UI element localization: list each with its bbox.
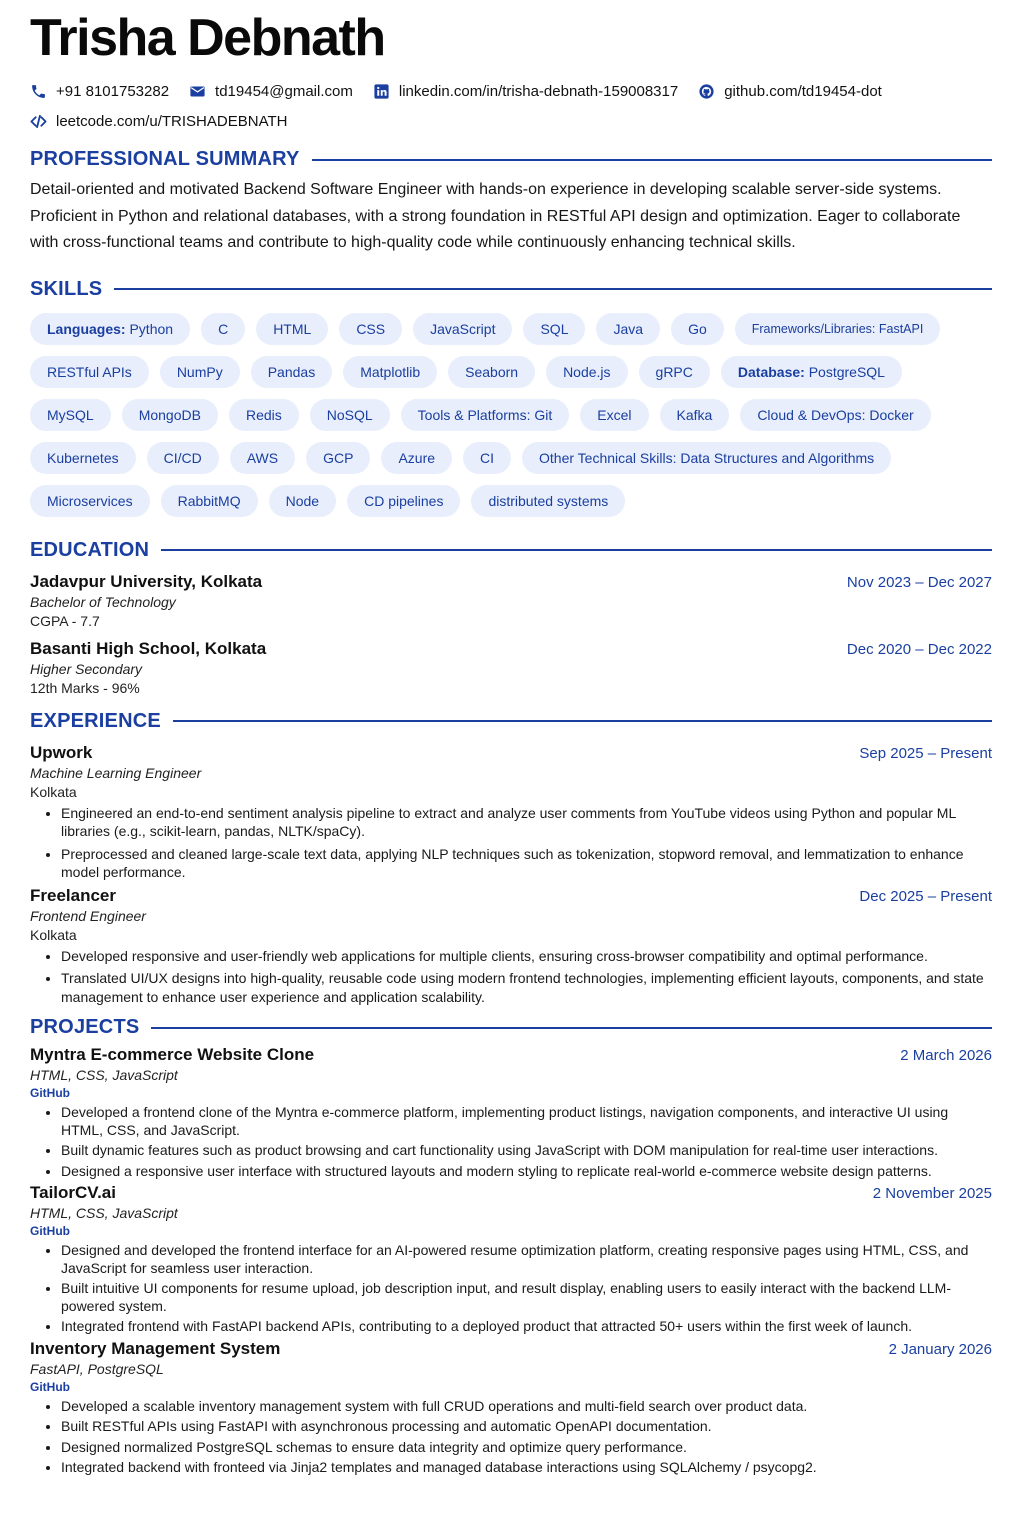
- skill-chip: [580, 399, 648, 431]
- skill-value: gRPC: [655, 363, 693, 380]
- skill-value: Tools & Platforms: Git: [417, 406, 553, 423]
- skill-value: Pandas: [267, 363, 316, 380]
- skills-list: [30, 313, 995, 528]
- contact-bar: [30, 76, 992, 106]
- skill-chip: [721, 356, 902, 388]
- skill-value: Go: [688, 320, 707, 337]
- github-link[interactable]: GitHub: [30, 1224, 70, 1238]
- experience-bullets: [30, 804, 992, 882]
- skill-value: CI/CD: [163, 449, 202, 466]
- project-date: 2 March 2026: [900, 1047, 992, 1064]
- skills-heading: SKILLS: [30, 277, 103, 300]
- job-location: Kolkata: [30, 783, 77, 800]
- project-bullets: [30, 1398, 992, 1477]
- experience-head: [30, 886, 992, 906]
- education-head: [30, 572, 992, 592]
- section-divider: [173, 720, 992, 722]
- summary-heading: PROFESSIONAL SUMMARY: [30, 148, 300, 170]
- skill-chip: [30, 356, 149, 388]
- project-bullets: [30, 1104, 992, 1180]
- skill-chip: [735, 313, 941, 345]
- skill-chip: [546, 356, 627, 388]
- company-name: Freelancer: [30, 885, 116, 905]
- education-entry: [30, 639, 992, 698]
- experience-heading: EXPERIENCE: [30, 709, 161, 732]
- skill-value: Frameworks/Libraries: FastAPI: [751, 321, 924, 336]
- skill-chip: [269, 485, 336, 517]
- skill-value: Other Technical Skills: Data Structures and Algorithms: [539, 449, 875, 466]
- degree: Higher Secondary: [30, 660, 143, 677]
- skills-heading-row: [30, 278, 992, 301]
- education-detail: 12th Marks - 96%: [30, 679, 140, 696]
- project-date: 2 January 2026: [888, 1340, 992, 1358]
- project-date: 2 November 2025: [872, 1185, 992, 1202]
- experience-head: [30, 743, 992, 763]
- github-url: github.com/td19454-dot: [724, 82, 882, 100]
- skill-value: NumPy: [176, 363, 223, 380]
- summary-heading-row: [30, 148, 992, 171]
- skill-chip: [660, 399, 730, 431]
- projects-heading-row: [30, 1016, 992, 1039]
- project-bullets: [30, 1242, 992, 1336]
- skill-chip: [522, 442, 891, 474]
- project-stack: FastAPI, PostgreSQL: [30, 1360, 164, 1377]
- project-entry: [30, 1045, 992, 1180]
- project-entry: [30, 1339, 992, 1477]
- skill-chip: [463, 442, 511, 474]
- skill-value: HTML: [273, 320, 312, 337]
- project-head: [30, 1045, 992, 1065]
- skill-chip: [229, 399, 299, 431]
- skill-value: PostgreSQL: [804, 363, 885, 380]
- section-divider: [161, 549, 992, 551]
- project-entry: [30, 1183, 992, 1336]
- mail-icon: [189, 83, 206, 100]
- linkedin-icon: [373, 83, 390, 100]
- skill-value: Kafka: [676, 406, 713, 423]
- company-name: Upwork: [30, 742, 93, 762]
- skill-value: Java: [613, 320, 644, 337]
- section-divider: [312, 159, 992, 161]
- skill-chip: [310, 399, 390, 431]
- list-item: • Designed and developed the frontend interface for an AI-powered resume optimization platform, creating responsive pages using HTML, CSS, and JavaScript for seamless user interaction.: [61, 1242, 992, 1277]
- skill-chip: [740, 399, 930, 431]
- skill-value: distributed systems: [488, 492, 609, 509]
- skill-value: Redis: [245, 406, 282, 423]
- education-head: [30, 639, 992, 659]
- github-link[interactable]: GitHub: [30, 1379, 70, 1394]
- skill-value: SQL: [540, 320, 569, 337]
- linkedin-url: linkedin.com/in/trisha-debnath-159008317: [398, 82, 679, 100]
- project-head: [30, 1183, 992, 1203]
- skill-chip: [160, 356, 240, 388]
- experience-dates: Sep 2025 – Present: [859, 744, 992, 762]
- list-item: • Preprocessed and cleaned large-scale text data, applying NLP techniques such as tokenization, stopword removal, and lemmatization to enhance model performance.: [61, 845, 992, 882]
- project-head: [30, 1339, 992, 1359]
- skill-value: Matplotlib: [360, 363, 421, 380]
- github-icon: [698, 83, 715, 100]
- skill-chip: [339, 313, 402, 345]
- experience-bullets: [30, 947, 992, 1007]
- projects-heading: PROJECTS: [30, 1016, 140, 1038]
- school-name: Jadavpur University, Kolkata: [30, 571, 263, 591]
- skill-value: CSS: [356, 320, 386, 337]
- list-item: • Integrated frontend with FastAPI backend APIs, contributing to a deployed product that attracted 50+ users within the first week of launch.: [61, 1318, 992, 1336]
- list-item: • Built intuitive UI components for resume upload, job description input, and result display, enabling users to easily interact with the backend LLM-powered system.: [61, 1280, 992, 1315]
- skill-value: RESTful APIs: [47, 363, 132, 380]
- section-divider: [151, 1027, 992, 1029]
- project-title: Myntra E-commerce Website Clone: [30, 1045, 315, 1064]
- skill-chip: [523, 313, 585, 345]
- list-item: • Developed a scalable inventory management system with full CRUD operations and multi-field search over product data.: [61, 1398, 992, 1416]
- skill-chip: [306, 442, 370, 474]
- code-icon: [30, 113, 47, 130]
- skill-value: JavaScript: [430, 320, 496, 337]
- skill-value: Excel: [597, 406, 632, 423]
- skill-chip: [251, 356, 332, 388]
- skill-value: Python: [125, 320, 174, 337]
- list-item: • Built RESTful APIs using FastAPI with asynchronous processing and automatic OpenAPI documentation.: [61, 1418, 992, 1436]
- education-heading: EDUCATION: [30, 538, 150, 561]
- job-role: Frontend Engineer: [30, 907, 146, 924]
- list-item: • Integrated backend with fronteed via Jinja2 templates and managed database interactions using SQLAlchemy / psycopg2.: [61, 1459, 992, 1477]
- skill-value: MySQL: [47, 406, 94, 423]
- education-dates: Dec 2020 – Dec 2022: [846, 640, 992, 658]
- skill-chip: [343, 356, 437, 388]
- contact-email[interactable]: [189, 76, 353, 106]
- skill-category-label: Languages:: [47, 320, 126, 337]
- skill-chip: [448, 356, 535, 388]
- resume: [30, 0, 992, 1480]
- skill-chip: [413, 313, 512, 345]
- skill-chip: [401, 399, 570, 431]
- education-heading-row: [30, 539, 992, 562]
- experience-entry: [30, 743, 992, 882]
- skill-chip: [30, 399, 111, 431]
- skill-chip: [471, 485, 625, 517]
- phone-icon: [30, 83, 47, 100]
- phone-number: +91 8101753282: [56, 82, 170, 100]
- skill-chip: [639, 356, 710, 388]
- education-detail: CGPA - 7.7: [30, 612, 100, 629]
- skill-value: Azure: [398, 449, 436, 466]
- skill-value: RabbitMQ: [177, 492, 241, 509]
- list-item: • Developed responsive and user-friendly web applications for multiple clients, ensuring cross-browser compatibility and optimal performance.: [61, 947, 992, 966]
- job-location: Kolkata: [30, 926, 77, 943]
- skill-chip: [30, 313, 190, 345]
- list-item: • Designed a responsive user interface with structured layouts and modern styling to replicate real-world e-commerce website design patterns.: [61, 1163, 992, 1181]
- skill-value: MongoDB: [138, 406, 201, 423]
- contact-linkedin[interactable]: [373, 76, 678, 106]
- skill-value: Microservices: [47, 492, 133, 509]
- skill-value: NoSQL: [326, 406, 373, 423]
- project-stack: HTML, CSS, JavaScript: [30, 1205, 178, 1221]
- contact-leetcode[interactable]: [30, 106, 287, 136]
- skill-value: Node: [285, 492, 320, 509]
- skill-chip: [671, 313, 724, 345]
- skill-chip: [30, 485, 150, 517]
- experience-heading-row: [30, 710, 992, 733]
- education-dates: Nov 2023 – Dec 2027: [846, 573, 992, 591]
- contact-github[interactable]: [698, 76, 882, 106]
- list-item: • Translated UI/UX designs into high-quality, reusable code using modern frontend technologies, implementing efficient layouts, components, and state management to enhance user experience and application scalability.: [61, 969, 992, 1006]
- leetcode-url: leetcode.com/u/TRISHADEBNATH: [56, 112, 288, 130]
- skill-chip: [30, 442, 136, 474]
- skill-chip: [256, 313, 328, 345]
- contact-bar-row2: [30, 106, 992, 136]
- skill-value: Kubernetes: [47, 449, 119, 466]
- list-item: • Developed a frontend clone of the Myntra e-commerce platform, implementing product listings, navigation components, and interactive UI using HTML, CSS, and JavaScript.: [61, 1104, 992, 1139]
- experience-dates: Dec 2025 – Present: [859, 887, 992, 905]
- skill-value: Node.js: [563, 363, 611, 380]
- skill-value: C: [218, 320, 229, 337]
- skill-value: Seaborn: [465, 363, 519, 380]
- skill-chip: [147, 442, 219, 474]
- github-link[interactable]: GitHub: [30, 1086, 70, 1100]
- education-entry: [30, 572, 992, 631]
- skill-category-label: Database:: [737, 363, 805, 380]
- section-divider: [114, 288, 992, 290]
- skill-chip: [201, 313, 245, 345]
- list-item: • Designed normalized PostgreSQL schemas to ensure data integrity and optimize query performance.: [61, 1439, 992, 1457]
- experience-entry: [30, 886, 992, 1007]
- skill-chip: [122, 399, 218, 431]
- skill-chip: [161, 485, 258, 517]
- skill-value: AWS: [246, 449, 279, 466]
- skill-chip: [347, 485, 460, 517]
- skill-chip: [596, 313, 660, 345]
- summary-text: Detail-oriented and motivated Backend Software Engineer with hands-on experience in developing scalable server-side systems. Proficient in Python and relational databases, with a strong foundation in RESTful API design and optimization. Eager to collaborate with cross-functional teams and contribute to high-quality code while continuously enhancing technical skills.: [30, 181, 961, 251]
- list-item: • Engineered an end-to-end sentiment analysis pipeline to extract and analyze user comments from YouTube videos using Python and popular ML libraries (e.g., scikit-learn, pandas, NLTK/spaCy).: [61, 804, 992, 841]
- job-role: Machine Learning Engineer: [30, 764, 202, 781]
- email-address: td19454@gmail.com: [215, 82, 353, 100]
- candidate-name: Trisha Debnath: [30, 9, 385, 67]
- project-stack: HTML, CSS, JavaScript: [30, 1067, 178, 1083]
- school-name: Basanti High School, Kolkata: [30, 638, 267, 658]
- skill-chip: [381, 442, 452, 474]
- skill-value: Cloud & DevOps: Docker: [757, 406, 914, 423]
- skill-value: CD pipelines: [364, 492, 444, 509]
- skill-value: GCP: [323, 449, 354, 466]
- skill-value: CI: [480, 449, 495, 466]
- project-title: Inventory Management System: [30, 1338, 281, 1358]
- list-item: • Built dynamic features such as product browsing and cart functionality using JavaScript with DOM manipulation for real-time user interactions.: [61, 1142, 992, 1160]
- skill-chip: [230, 442, 295, 474]
- degree: Bachelor of Technology: [30, 593, 176, 610]
- project-title: TailorCV.ai: [30, 1183, 116, 1202]
- contact-phone[interactable]: [30, 76, 169, 106]
